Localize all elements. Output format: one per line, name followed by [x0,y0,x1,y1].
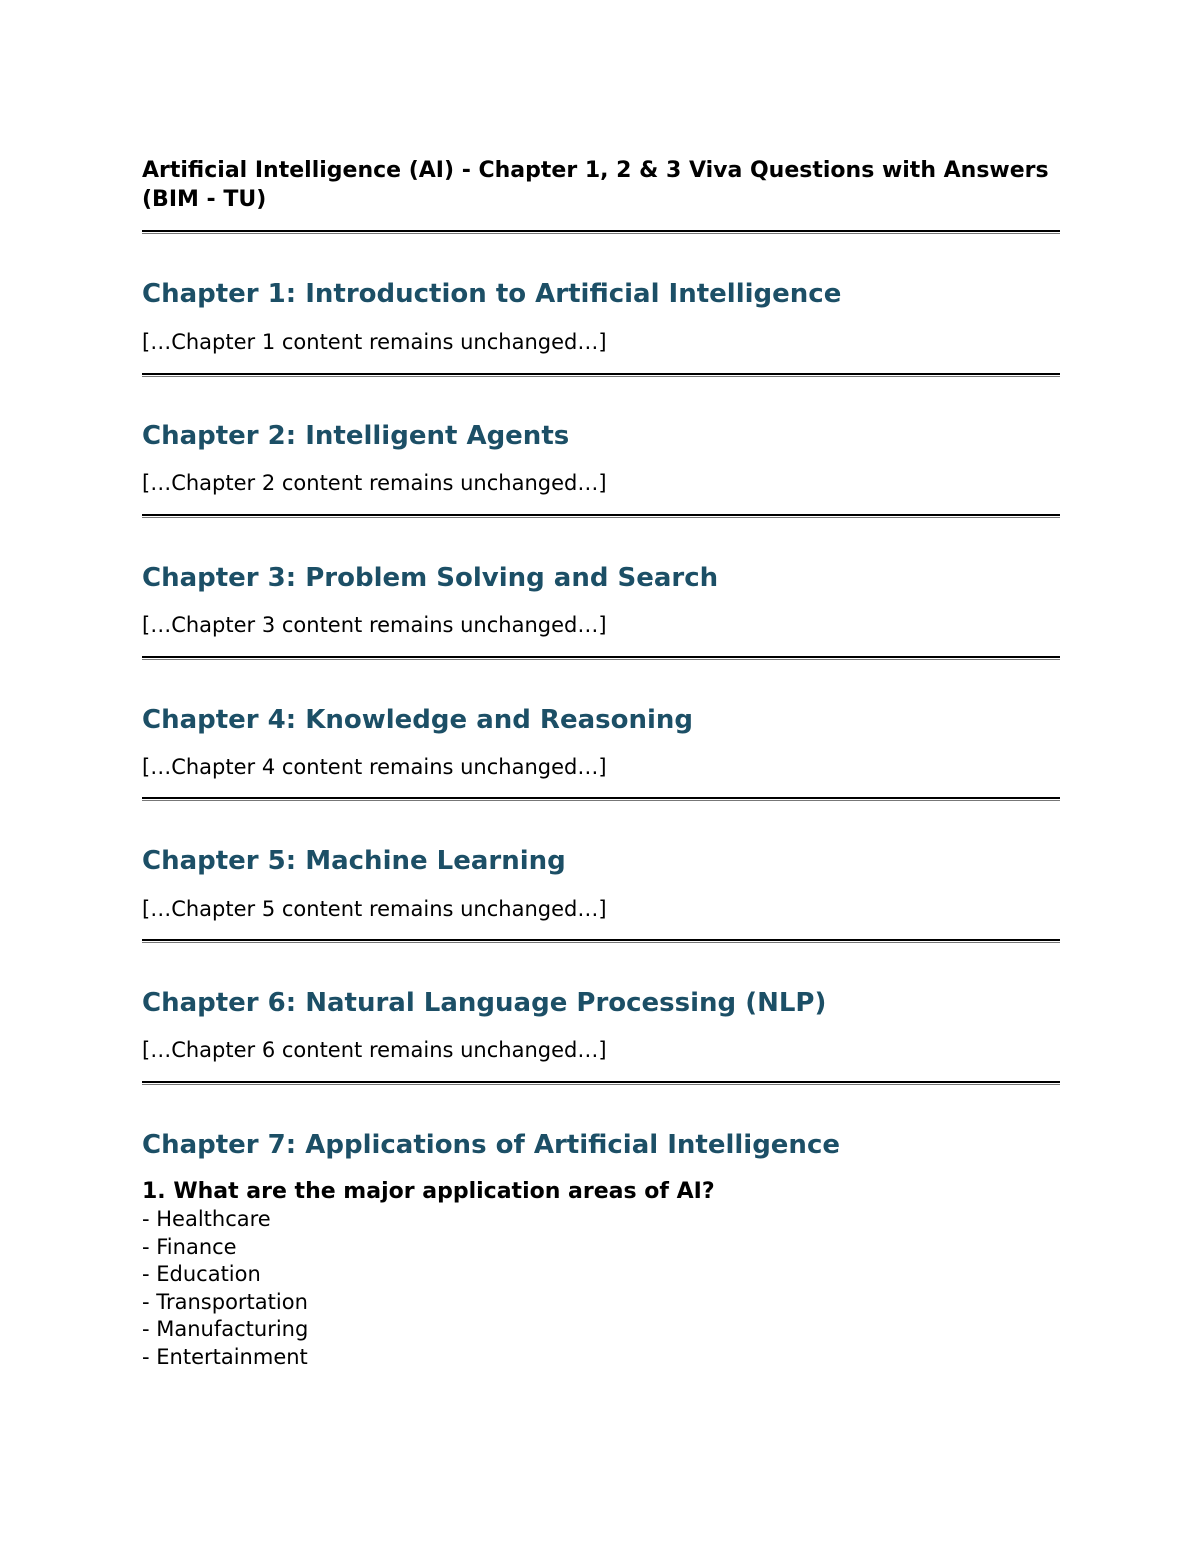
list-item: - Finance [142,1234,237,1259]
chapter-5-body: […Chapter 5 content remains unchanged…] [142,897,607,921]
chapter-4-body: […Chapter 4 content remains unchanged…] [142,755,607,779]
horizontal-rule [142,230,1060,234]
chapter-6-body: […Chapter 6 content remains unchanged…] [142,1038,607,1062]
horizontal-rule [142,1081,1060,1085]
chapter-7-heading: Chapter 7: Applications of Artificial Intelligence [142,1130,840,1160]
document-title: Artificial Intelligence (AI) - Chapter 1, 2 & 3 Viva Questions with Answers (BIM - TU) [142,158,1049,212]
list-item: - Manufacturing [142,1317,309,1341]
chapter-5-heading: Chapter 5: Machine Learning [142,846,566,876]
list-item: - Healthcare [142,1207,271,1231]
chapter-3-heading: Chapter 3: Problem Solving and Search [142,563,719,593]
chapter-3-body: […Chapter 3 content remains unchanged…] [142,613,607,637]
chapter-4-heading: Chapter 4: Knowledge and Reasoning [142,705,694,735]
horizontal-rule [142,514,1060,518]
chapter-1-heading: Chapter 1: Introduction to Artificial Intelligence [142,279,842,309]
horizontal-rule [142,373,1060,377]
horizontal-rule [142,656,1060,660]
chapter-2-body: […Chapter 2 content remains unchanged…] [142,471,607,495]
list-item: - Transportation [142,1289,308,1314]
horizontal-rule [142,939,1060,943]
answer-list [142,1206,308,1371]
list-item: - Entertainment [142,1344,308,1369]
chapter-6-heading: Chapter 6: Natural Language Processing (NLP) [142,988,827,1018]
list-item: - Education [142,1262,261,1286]
horizontal-rule [142,797,1060,801]
chapter-1-body: […Chapter 1 content remains unchanged…] [142,330,607,354]
chapter-2-heading: Chapter 2: Intelligent Agents [142,421,570,451]
question-1: 1. What are the major application areas of AI? [142,1179,715,1204]
